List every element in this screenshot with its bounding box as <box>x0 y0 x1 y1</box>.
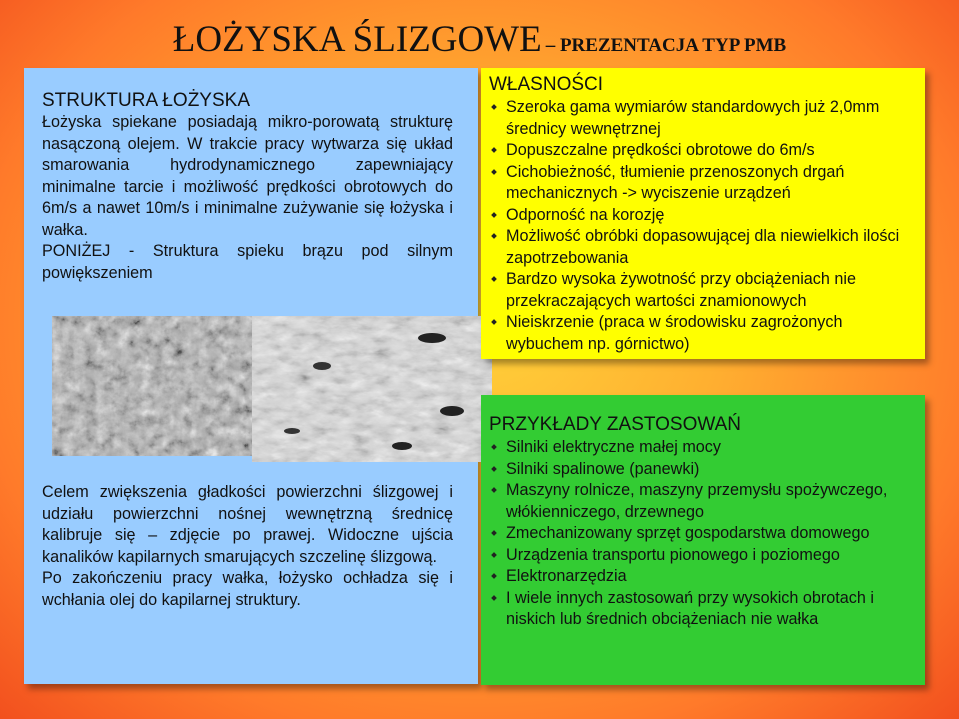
list-item: Zmechanizowany sprzęt gospodarstwa domowego <box>489 523 917 545</box>
bullet-icon <box>491 169 497 175</box>
properties-list <box>489 97 917 355</box>
bullet-icon <box>491 319 497 325</box>
list-item: Odporność na korozję <box>489 205 917 227</box>
bullet-icon <box>491 276 497 282</box>
sinter-photo-calibrated <box>252 316 492 462</box>
list-item: Urządzenia transportu pionowego i poziomego <box>489 545 917 567</box>
list-item: Maszyny rolnicze, maszyny przemysłu spożywczego, włókienniczego, drzewnego <box>489 480 917 523</box>
bullet-icon <box>491 233 497 239</box>
title-sub: – PREZENTACJA TYP PMB <box>545 35 787 56</box>
list-item: Bardzo wysoka żywotność przy obciążeniach nie przekraczających wartości znamionowych <box>489 269 917 312</box>
structure-panel <box>24 68 478 684</box>
bullet-icon <box>491 147 497 153</box>
bullet-icon <box>491 595 497 601</box>
list-item: Szeroka gama wymiarów standardowych już 2,0mm średnicy wewnętrznej <box>489 97 917 140</box>
bullet-icon <box>491 104 497 110</box>
structure-paragraph-3: Celem zwiększenia gładkości powierzchni ślizgowej i udziału powierzchni nośnej wewnętrzną średnicę kalibruje się – zdjęcie po prawej. Widoczne ujścia kanalików kapilarnych smarujących szczelinę ślizgową. <box>42 483 453 566</box>
bullet-icon <box>491 552 497 558</box>
bullet-icon <box>491 530 497 536</box>
structure-paragraph-2: PONIŻEJ - Struktura spieku brązu pod silnym powiększeniem <box>42 242 453 282</box>
list-item: I wiele innych zastosowań przy wysokich obrotach i niskich lub średnich obciążeniach nie wałka <box>489 588 917 631</box>
applications-heading: PRZYKŁADY ZASTOSOWAŃ <box>489 414 741 435</box>
bullet-icon <box>491 487 497 493</box>
microstructure-photos <box>24 318 478 468</box>
list-item: Silniki elektryczne małej mocy <box>489 437 917 459</box>
applications-list <box>489 437 917 631</box>
bullet-icon <box>491 466 497 472</box>
list-item: Możliwość obróbki dopasowującej dla niewielkich ilości zapotrzebowania <box>489 226 917 269</box>
structure-text-top <box>42 90 453 284</box>
properties-panel <box>481 68 925 359</box>
title-main: ŁOŻYSKA ŚLIZGOWE <box>172 19 542 60</box>
list-item: Dopuszczalne prędkości obrotowe do 6m/s <box>489 140 917 162</box>
list-item: Silniki spalinowe (panewki) <box>489 459 917 481</box>
list-item: Elektronarzędzia <box>489 566 917 588</box>
bullet-icon <box>491 444 497 450</box>
sinter-photo-before <box>52 316 262 456</box>
slide-title <box>0 18 959 61</box>
bullet-icon <box>491 573 497 579</box>
structure-heading: STRUKTURA ŁOŻYSKA <box>42 90 250 111</box>
structure-paragraph-1: Łożyska spiekane posiadają mikro-porowatą strukturę nasączoną olejem. W trakcie pracy wytwarza się układ smarowania hydrodynamicznego zapewniający minimalne tarcie i możliwość prędkości obrotowych do 6m/s a nawet 10m/s i minimalne zużywanie się łożyska i wałka. <box>42 113 453 239</box>
list-item: Nieiskrzenie (praca w środowisku zagrożonych wybuchem np. górnictwo) <box>489 312 917 355</box>
properties-heading: WŁASNOŚCI <box>489 74 604 95</box>
structure-paragraph-4: Po zakończeniu pracy wałka, łożysko ochładza się i wchłania olej do kapilarnej struktury. <box>42 569 453 609</box>
structure-text-bottom <box>42 482 453 611</box>
list-item: Cichobieżność, tłumienie przenoszonych drgań mechanicznych -> wyciszenie urządzeń <box>489 162 917 205</box>
applications-panel <box>481 395 925 685</box>
bullet-icon <box>491 212 497 218</box>
